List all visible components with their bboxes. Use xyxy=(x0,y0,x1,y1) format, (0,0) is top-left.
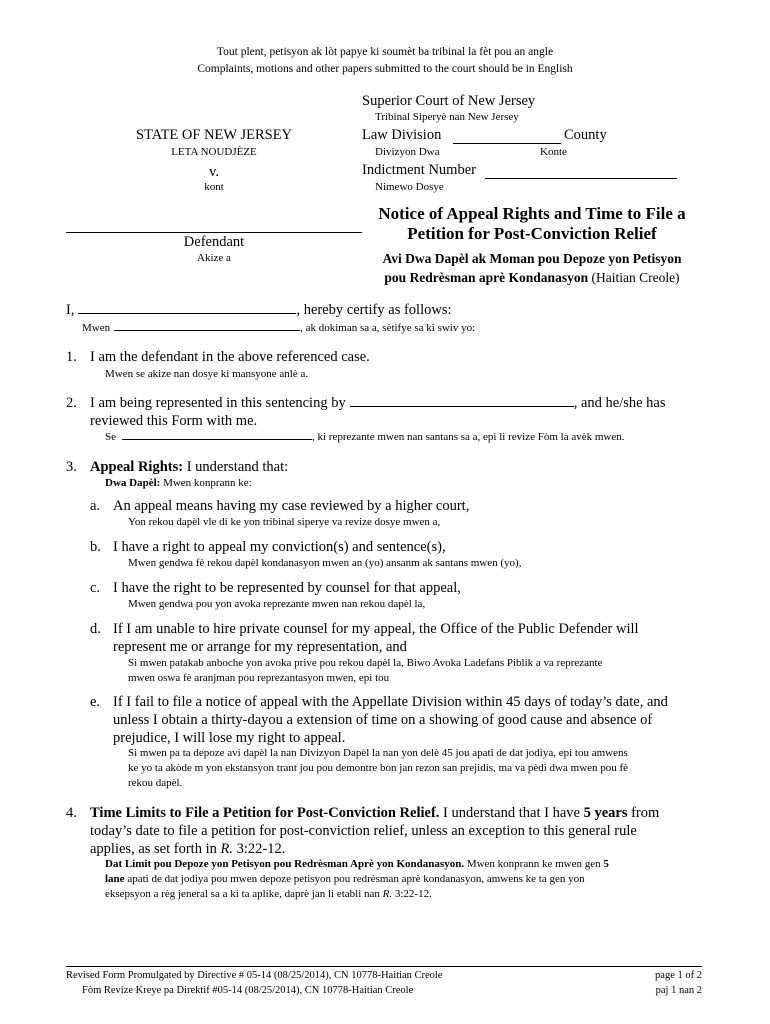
footer-form-id-hc: Fòm Revize Kreye pa Direktif #05-14 (08/25/2014), CN 10778-Haitian Creole xyxy=(82,985,414,996)
header-notice-hc: Tout plent, petisyon ak lòt papye ki soumèt ba tribinal la fèt pou an angle xyxy=(216,46,554,58)
five-years-label: 5 years xyxy=(583,805,628,821)
item-2-text-b: , and he/she has xyxy=(573,395,666,411)
footer-divider xyxy=(66,966,702,967)
county-label: County xyxy=(564,127,607,143)
item-3-heading-hc xyxy=(105,477,252,489)
state-label-hc: LETA NOUDJÈZE xyxy=(171,146,257,158)
certify-name-field-hc[interactable] xyxy=(114,329,300,331)
rule-r-label-hc: R. xyxy=(382,888,393,900)
county-field[interactable] xyxy=(453,142,561,144)
footer-page-number-hc: paj 1 nan 2 xyxy=(655,985,702,996)
item-3b-text: I have a right to appeal my conviction(s) and sentence(s), xyxy=(113,539,446,555)
nimewo-dosye-label: Nimewo Dosye xyxy=(375,181,444,193)
item-3d-line1: If I am unable to hire private counsel for my appeal, the Office of the Public Defender will xyxy=(113,621,639,637)
five-label-hc: 5 xyxy=(603,858,609,870)
item-3-number: 3. xyxy=(66,459,77,475)
item-3d-line2-hc: mwen oswa fè aranjman pou reprezantasyon mwen, epi tou xyxy=(128,672,390,684)
time-limits-label-hc: Dat Limit pou Depoze yon Petisyon pou Redrèsman Aprè yon Kondanasyon. xyxy=(105,858,465,870)
indictment-number-label: Indictment Number xyxy=(362,162,476,178)
item-3a-text: An appeal means having my case reviewed by a higher court, xyxy=(113,498,470,514)
item-3e-line3-hc: rekou dapèl. xyxy=(128,777,183,789)
certify-i: I, xyxy=(66,302,75,318)
item-4-hc-d: 3:22-12. xyxy=(392,888,432,900)
representative-name-field-hc[interactable] xyxy=(122,438,312,440)
appeal-rights-label: Appeal Rights: xyxy=(90,459,184,475)
item-3e-line3: prejudice, I will lose my right to appeal. xyxy=(113,730,346,746)
appeal-rights-label-hc: Dwa Dapèl: xyxy=(105,477,161,489)
time-limits-label: Time Limits to File a Petition for Post-Conviction Relief. xyxy=(90,805,440,821)
defendant-label-hc: Akize a xyxy=(197,252,231,264)
item-4-line3-hc xyxy=(105,888,432,900)
item-3e-line1-hc: Si mwen pa ta depoze avi dapèl la nan Divizyon Dapèl la nan yon delè 45 jou apati de dat jodiya, epi tou amwens xyxy=(128,747,628,759)
certify-line-hc xyxy=(82,322,475,334)
form-title-line1: Notice of Appeal Rights and Time to File a xyxy=(378,204,686,223)
item-3e-letter: e. xyxy=(90,694,101,710)
item-2-line1 xyxy=(90,395,666,412)
item-4-text-a: I understand that I have xyxy=(439,805,584,821)
item-4-line2: today’s date to file a petition for post-conviction relief, unless an exception to this general rule xyxy=(90,823,637,839)
item-4-line1 xyxy=(90,805,659,822)
defendant-name-field[interactable] xyxy=(66,231,362,233)
form-title-line2: Petition for Post-Conviction Relief xyxy=(407,224,657,243)
item-1-number: 1. xyxy=(66,349,77,365)
form-title-hc-line2-text: pou Redrèsman aprè Kondanasyon xyxy=(384,270,589,285)
item-3a-letter: a. xyxy=(90,498,101,514)
item-2-hc-a: Se xyxy=(105,431,116,443)
representative-name-field[interactable] xyxy=(350,405,574,407)
item-4-hc-c: eksepsyon a règ jeneral sa a ki ta aplike, daprè jan li etabli nan xyxy=(105,888,383,900)
item-2-number: 2. xyxy=(66,395,77,411)
item-2-hc-b: , ki reprezante mwen nan santans sa a, epi li revize Fòm la avèk mwen. xyxy=(312,431,625,443)
item-4-hc-a: Mwen konprann ke mwen gen xyxy=(464,858,604,870)
item-3d-line1-hc: Si mwen patakab anboche yon avoka prive pou rekou dapèl la, Biwo Avoka Ladefans Piblik a va reprezante xyxy=(128,657,603,669)
item-3-text: I understand that: xyxy=(183,459,289,475)
item-4-text-d: 3:22-12. xyxy=(232,841,286,857)
item-1-text-hc: Mwen se akize nan dosye ki mansyone anlè a. xyxy=(105,368,309,380)
item-4-line3 xyxy=(90,841,285,858)
lane-label-hc: lane xyxy=(105,873,125,885)
versus-label-hc: kont xyxy=(204,181,224,193)
certify-line xyxy=(66,302,452,319)
item-3b-text-hc: Mwen gendwa fè rekou dapèl kondanasyon mwen an (yo) ansanm ak santans mwen (yo), xyxy=(128,557,522,569)
law-division-label: Law Division xyxy=(362,127,442,143)
court-name-hc: Tribinal Siperyè nan New Jersey xyxy=(375,111,519,123)
item-3d-line2: represent me or arrange for my representation, and xyxy=(113,639,407,655)
state-label: STATE OF NEW JERSEY xyxy=(135,127,293,143)
item-3-text-hc: Mwen konprann ke: xyxy=(160,477,252,489)
item-2-line-hc xyxy=(105,431,624,443)
footer-page-number: page 1 of 2 xyxy=(655,970,702,981)
item-4-text-c: applies, as set forth in xyxy=(90,841,221,857)
item-2-line2: reviewed this Form with me. xyxy=(90,413,258,429)
certify-mwen: Mwen xyxy=(82,322,111,334)
item-3b-letter: b. xyxy=(90,539,101,555)
certify-hereby: , hereby certify as follows: xyxy=(296,302,452,318)
certify-hc-rest: , ak dokiman sa a, sètifye sa ki swiv yo: xyxy=(300,322,476,334)
item-3d-letter: d. xyxy=(90,621,101,637)
item-3e-line2: unless I obtain a thirty-dayou a extension of time on a showing of good cause and absence of xyxy=(113,712,653,728)
item-3c-text: I have the right to be represented by counsel for that appeal, xyxy=(113,580,461,596)
item-4-text-b: from xyxy=(627,805,660,821)
rule-r-label: R. xyxy=(220,841,233,857)
header-notice-en: Complaints, motions and other papers submitted to the court should be in English xyxy=(197,63,573,75)
indictment-number-field[interactable] xyxy=(485,177,677,179)
court-name: Superior Court of New Jersey xyxy=(362,93,536,109)
item-4-number: 4. xyxy=(66,805,77,821)
item-1-text: I am the defendant in the above referenced case. xyxy=(90,349,370,365)
item-4-hc-b: apati de dat jodiya pou mwen depoze petisyon pou redrèsman aprè kondanasyon, amwens ke ta gen yon xyxy=(124,873,585,885)
form-title-hc-line1: Avi Dwa Dapèl ak Moman pou Depoze yon Petisyon xyxy=(382,251,682,266)
item-4-line2-hc xyxy=(105,873,585,885)
item-3e-line1: If I fail to file a notice of appeal with the Appellate Division within 45 days of today’s date, and xyxy=(113,694,668,710)
versus-label: v. xyxy=(209,164,219,180)
defendant-label: Defendant xyxy=(183,234,245,250)
certify-name-field[interactable] xyxy=(78,312,296,314)
item-3c-letter: c. xyxy=(90,580,101,596)
item-3e-line2-hc: ke yo ta akòde m yon ekstansyon trant jou pou demontre bon jan rezon san prejidis, ma va pèdi dwa mwen pou fè xyxy=(128,762,629,774)
item-3a-text-hc: Yon rekou dapèl vle di ke yon tribinal siperye va revize dosye mwen a, xyxy=(128,516,441,528)
konte-label: Konte xyxy=(540,146,567,158)
item-2-text-a: I am being represented in this sentencing by xyxy=(90,395,346,411)
item-3c-text-hc: Mwen gendwa pou yon avoka reprezante mwen nan rekou dapèl la, xyxy=(128,598,426,610)
item-3-heading xyxy=(90,459,288,476)
language-label: (Haitian Creole) xyxy=(591,270,680,285)
divizyon-dwa-label: Divizyon Dwa xyxy=(375,146,440,158)
form-title-hc-line2 xyxy=(362,270,702,286)
item-4-line1-hc xyxy=(105,858,609,870)
footer-form-id: Revised Form Promulgated by Directive # 05-14 (08/25/2014), CN 10778-Haitian Creole xyxy=(66,970,443,981)
